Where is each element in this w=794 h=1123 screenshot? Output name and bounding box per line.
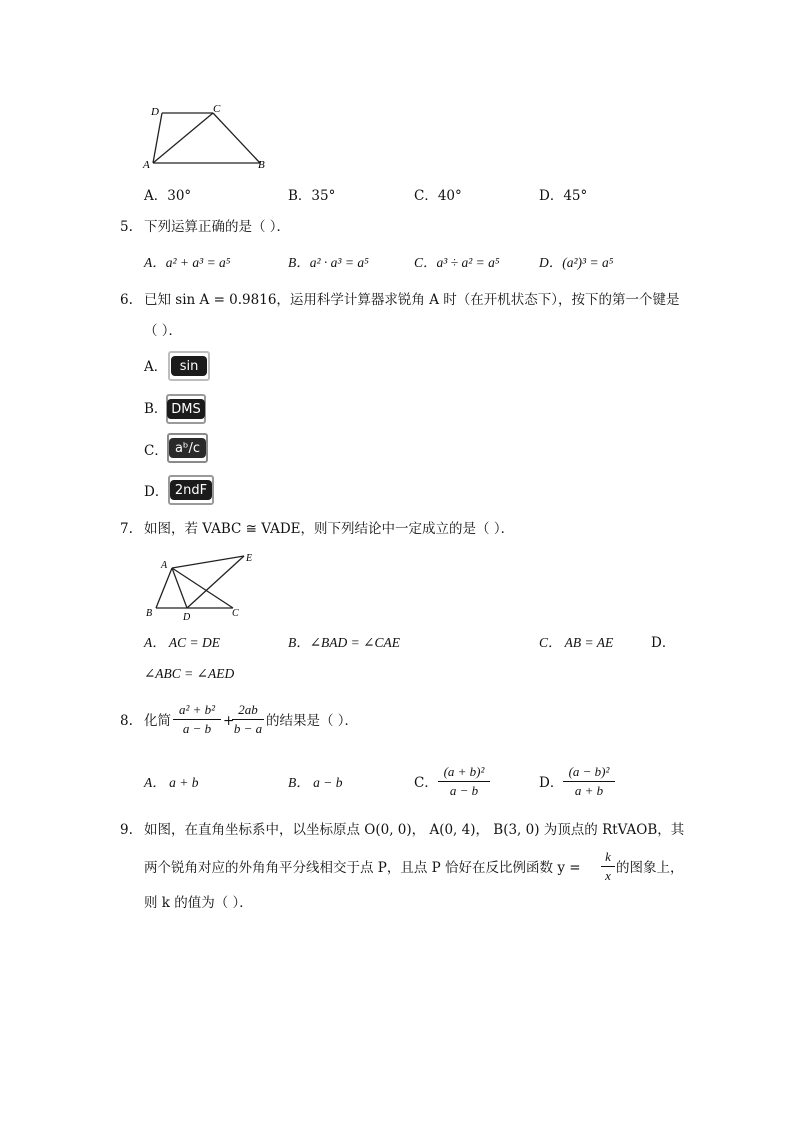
q8-stem-prefix: 化简	[144, 713, 171, 729]
q7-label-c: C	[232, 608, 239, 619]
q6-option-d-letter: D．	[144, 484, 169, 500]
q8-fraction-1	[173, 702, 221, 737]
q7-label-b: B	[146, 608, 153, 619]
q9-fraction-denominator: x	[605, 868, 611, 883]
q8-fraction-2-bar	[232, 719, 264, 720]
q5-option-a: A．a² + a³ = a⁵	[144, 255, 231, 270]
q9-line2-prefix: 两个锐角对应的外角角平分线相交于点 P，且点 P 恰好在反比例函数 y =	[144, 860, 581, 876]
q7-option-d: D．	[651, 635, 676, 651]
q6-option-c-letter: C．	[144, 443, 168, 459]
q7-label-a: A	[161, 560, 168, 571]
q7-option-d-cont: ∠ABC = ∠AED	[144, 666, 235, 681]
q5-option-b: B．a² · a³ = a⁵	[288, 255, 369, 270]
q7-edge-ab	[156, 568, 172, 608]
q8-fraction-1-bar	[173, 719, 221, 720]
q9-line1: 如图，在直角坐标系中，以坐标原点 O(0, 0)， A(0, 4)， B(3, 0) 为顶点的 RtVAOB，其	[144, 822, 685, 838]
q4-label-b: B	[258, 159, 265, 171]
q9-fraction-bar	[601, 866, 615, 867]
q8-option-d-bar	[563, 781, 615, 782]
q4-edge-cb	[213, 113, 260, 163]
q6-stem-line1: 已知 sin A = 0.9816，运用科学计算器求锐角 A 时（在开机状态下），按下的第一个键是	[144, 292, 680, 308]
q8-option-c-fraction	[438, 764, 490, 799]
q5-option-c: C．a³ ÷ a² = a⁵	[414, 255, 500, 270]
q8-option-c-bar	[438, 781, 490, 782]
q6-key-sin-button	[168, 351, 210, 381]
q8-fraction-1-denominator: a − b	[182, 721, 212, 736]
q6-number: 6.	[120, 292, 133, 308]
q6-key-dms-button	[166, 394, 206, 424]
q4-label-d: D	[151, 106, 159, 118]
q9-inverse-function-fraction	[601, 849, 615, 884]
q9-fraction-numerator: k	[605, 849, 611, 864]
q9-line3: 则 k 的值为（ ）．	[144, 895, 253, 911]
q8-stem-suffix: 的结果是（ ）．	[266, 713, 359, 729]
q8-fraction-2-denominator: b − a	[233, 721, 263, 736]
q5-stem: 下列运算正确的是（ ）．	[144, 219, 291, 235]
q5-option-d: D．(a²)³ = a⁵	[539, 255, 614, 270]
q9-number: 9.	[120, 822, 133, 838]
q7-option-a: A． AC = DE	[144, 635, 220, 650]
q7-number: 7.	[120, 521, 133, 537]
q4-trapezoid-figure	[140, 100, 275, 172]
q8-fraction-1-numerator: a² + b²	[178, 702, 216, 717]
q8-option-c-numerator: (a + b)²	[443, 764, 485, 779]
q7-stem: 如图，若 VABC ≅ VADE，则下列结论中一定成立的是（ ）．	[144, 521, 515, 537]
q8-fraction-2	[232, 702, 264, 737]
q8-option-d-fraction	[563, 764, 615, 799]
q8-option-c-label: C．	[414, 775, 438, 791]
q6-key-2ndf-label: 2ndF	[170, 480, 212, 500]
q8-number: 8.	[120, 713, 133, 729]
q7-option-c: C． AB = AE	[539, 635, 614, 650]
q4-option-a: A．30°	[144, 188, 192, 204]
q8-plus-sign: +	[223, 713, 235, 729]
q6-key-fraction-button	[167, 433, 208, 463]
q4-option-d: D．45°	[539, 188, 588, 204]
q7-label-d: D	[183, 612, 191, 623]
q4-label-a: A	[143, 159, 150, 171]
q7-edge-ad	[172, 568, 187, 608]
q6-key-dms-label: DMS	[167, 399, 204, 419]
q4-option-b: B．35°	[288, 188, 336, 204]
q6-option-b-letter: B．	[144, 401, 168, 417]
q7-option-b: B．∠BAD = ∠CAE	[288, 635, 400, 650]
q8-fraction-2-numerator: 2ab	[238, 702, 258, 717]
q8-option-c-denominator: a − b	[449, 783, 479, 798]
q4-diagonal-ac	[153, 113, 213, 163]
q6-stem-line2: （ ）．	[144, 323, 183, 339]
q8-option-b: B． a − b	[288, 775, 343, 790]
q6-key-2ndf-button	[168, 475, 214, 505]
q7-label-e: E	[246, 553, 253, 564]
q8-option-d-denominator: a + b	[574, 783, 604, 798]
q7-triangles-figure	[140, 550, 265, 624]
q5-number: 5.	[120, 219, 133, 235]
q8-option-a: A． a + b	[144, 775, 199, 790]
q8-option-d-label: D．	[539, 775, 564, 791]
q8-option-d-numerator: (a − b)²	[568, 764, 610, 779]
q4-option-c: C．40°	[414, 188, 462, 204]
q9-line2-suffix: 的图象上，	[616, 860, 684, 876]
q4-edge-da	[153, 113, 162, 163]
q4-label-c: C	[213, 103, 221, 115]
q6-key-fraction-label: aᵇ/c	[169, 438, 206, 458]
q6-key-sin-label: sin	[171, 356, 207, 376]
q6-option-a-letter: A．	[144, 359, 168, 375]
